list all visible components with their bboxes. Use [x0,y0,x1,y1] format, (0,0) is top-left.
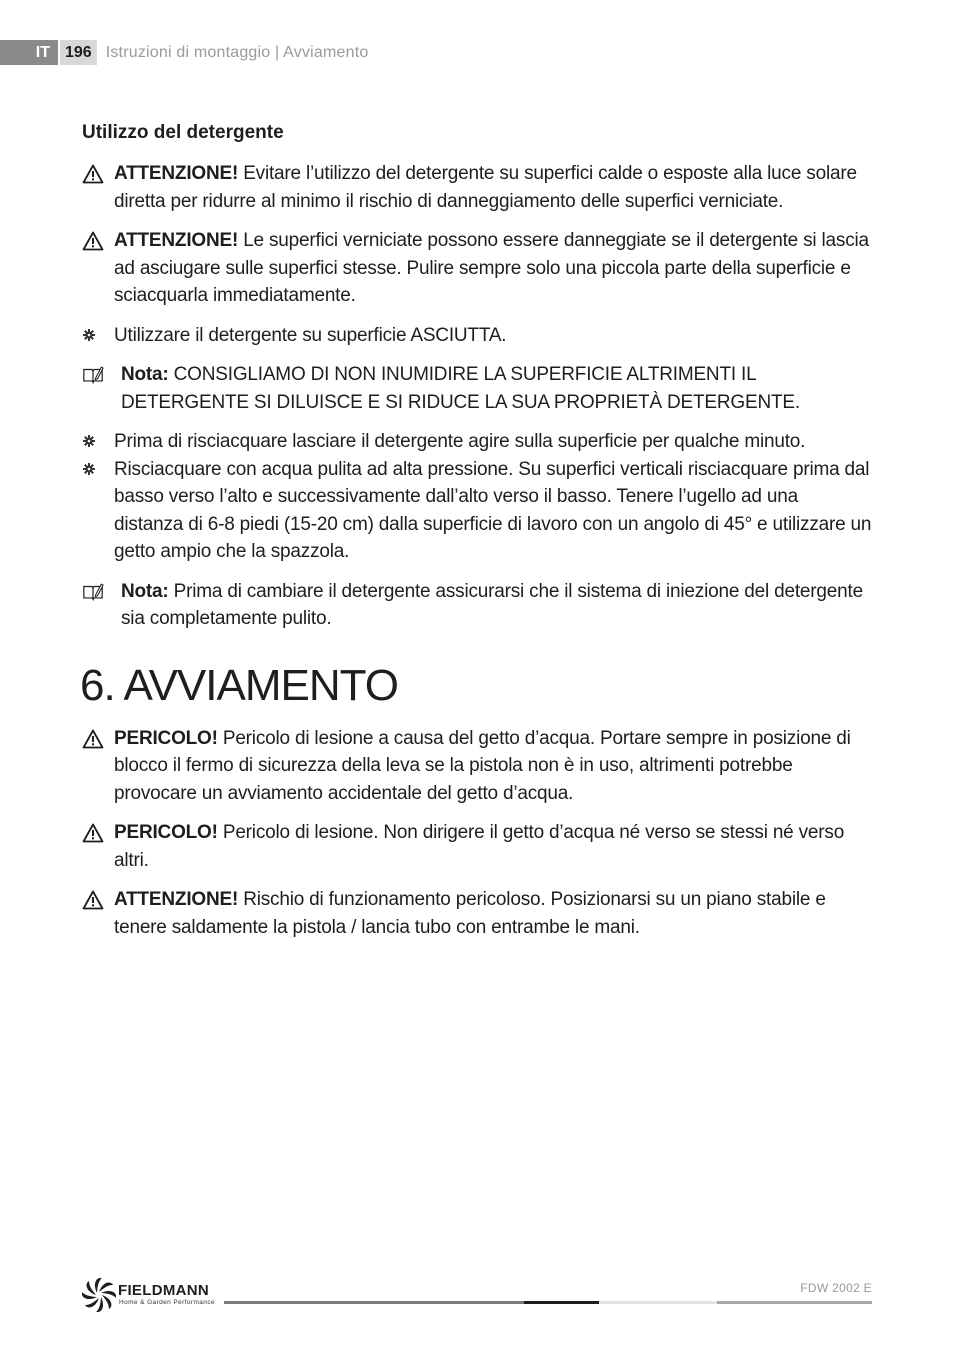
warning-label: ATTENZIONE! [114,230,239,251]
warning-item [82,725,872,808]
warning-item [82,886,872,941]
gear-bullet-icon [83,463,95,475]
note-label: Nota: [121,580,169,602]
item-text: Utilizzare il detergente su superficie ASCIUTTA. [114,324,507,346]
bullet-item [82,428,872,456]
page-footer [82,1276,872,1316]
warning-triangle-icon [82,231,104,251]
note-item [82,361,872,416]
section-title: 6. AVVIAMENTO [80,660,398,710]
brand-tagline: Home & Garden Performance [119,1299,215,1306]
running-title: Istruzioni di montaggio | Avviamento [105,43,369,61]
note-item [82,578,872,633]
warning-triangle-icon [82,729,104,749]
bullet-item [82,456,872,566]
item-text: Prima di risciacquare lasciare il detergente agire sulla superficie per qualche minuto. [114,431,806,452]
gear-bullet-icon [83,435,95,447]
warning-label: PERICOLO! [114,727,218,749]
item-text: Pericolo di lesione a causa del getto d’acqua. Portare sempre in posizione di blocco il fermo di sicurezza della leva se la pistola non è in uso, altrimenti potrebbe provocare un avviamento accidentale del getto d’acqua. [114,727,851,804]
warning-label: PERICOLO! [114,822,218,843]
warning-item [82,160,872,215]
brand-name: FIELDMANN [118,1282,210,1299]
warning-label: ATTENZIONE! [114,163,239,184]
gear-bullet-icon [83,329,95,341]
language-tab: IT [0,40,58,65]
note-book-icon [82,365,104,385]
footer-bar-2 [524,1301,599,1304]
footer-bar-1 [224,1301,524,1304]
subsection-items [82,160,872,633]
item-text: Rischio di funzionamento pericoloso. Posizionarsi su un piano stabile e tenere saldamente la pistola / lancia tubo con entrambe le mani. [114,889,826,938]
warning-triangle-icon [82,823,104,843]
page-header [0,40,368,65]
footer-bar-4 [717,1301,872,1304]
fan-logo-icon [82,1278,116,1312]
section-items [82,725,872,942]
footer-bar-3 [599,1301,717,1304]
item-text: Le superfici verniciate possono essere danneggiate se il detergente si lascia ad asciugare sulle superfici stesse. Pulire sempre solo una piccola parte della superficie e sciacquarla immediatamente. [114,230,869,306]
brand-logo [82,1276,227,1314]
item-text: CONSIGLIAMO DI NON INUMIDIRE LA SUPERFICIE ALTRIMENTI IL DETERGENTE SI DILUISCE E SI RIDUCE LA SUA PROPRIETÀ DETERGENTE. [121,364,800,413]
item-text: Evitare l’utilizzo del detergente su superfici calde o esposte alla luce solare diretta per ridurre al minimo il rischio di danneggiamento delle superfici verniciate. [114,163,857,212]
subsection-title: Utilizzo del detergente [82,122,284,143]
bullet-item [82,322,872,350]
item-text: Pericolo di lesione. Non dirigere il getto d’acqua né verso se stessi né verso altri. [114,822,845,871]
model-number: FDW 2002 E [800,1281,872,1295]
item-text: Risciacquare con acqua pulita ad alta pressione. Su superfici verticali risciacquare prima dal basso verso l’alto e successivamente dall’alto verso il basso. Tenere l’ugello ad una distanza di 6-8 piedi (15-20 cm) dalla superficie di lavoro con un angolo di 45° e utilizzare un getto ampio che la spazzola. [114,458,872,562]
note-label: Nota: [121,364,169,385]
warning-label: ATTENZIONE! [114,889,239,910]
warning-triangle-icon [82,890,104,910]
page-content [82,122,872,953]
warning-item [82,819,872,874]
note-book-icon [82,582,104,602]
page-number: 196 [60,40,97,65]
warning-triangle-icon [82,164,104,184]
item-text: Prima di cambiare il detergente assicurarsi che il sistema di iniezione del detergente sia completamente pulito. [121,580,863,629]
warning-item [82,227,872,310]
